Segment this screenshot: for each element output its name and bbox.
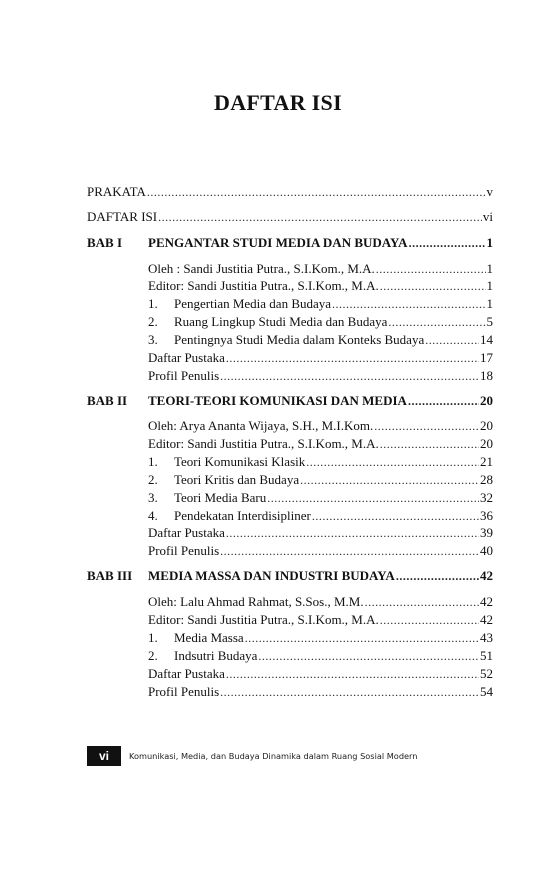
toc-entry-page: 21 [480,454,493,469]
dot-leader [365,594,479,610]
toc-entry-label: Daftar Pustaka [148,666,225,681]
toc-entry-label: Profil Penulis [148,543,220,558]
dot-leader [258,648,479,664]
toc-entry-section[interactable] [148,296,493,312]
toc-entry-label: Editor: Sandi Justitia Putra., S.I.Kom., M.A. [148,278,379,293]
toc-entry-label: Oleh: Lalu Ahmad Rahmat, S.Sos., M.M. [148,594,364,609]
toc-entry-label: Daftar Pustaka [148,525,225,540]
toc-entry-label: PRAKATA [87,184,146,199]
toc-entry-label: Editor: Sandi Justitia Putra., S.I.Kom., M.A. [148,436,379,451]
toc-entry-label: Oleh : Sandi Justitia Putra., S.I.Kom., M.A. [148,261,375,276]
dot-leader [388,314,485,330]
dot-leader [409,235,486,251]
toc-entry-page: 14 [480,332,493,347]
toc-entry-page: 54 [480,684,493,699]
toc-entry-label: Teori Komunikasi Klasik [174,454,306,469]
toc-entry-references[interactable] [148,525,493,541]
chapter-page: 42 [480,568,493,583]
toc-entry-label: Profil Penulis [148,368,220,383]
dot-leader [147,184,486,200]
chapter-title: MEDIA MASSA DAN INDUSTRI BUDAYA [148,568,395,583]
toc-entry-references[interactable] [148,666,493,682]
toc-entry-label: Daftar Pustaka [148,350,225,365]
toc-entry-label: Ruang Lingkup Studi Media dan Budaya [174,314,388,329]
toc-entry-page: 42 [480,612,493,627]
page-number-badge: vi [87,746,121,766]
toc-entry-editor[interactable] [148,436,493,452]
toc-entry-prakata[interactable] [87,184,493,200]
toc-entry-page: 1 [486,278,493,293]
toc-entry-label: Profil Penulis [148,684,220,699]
toc-entry-page: 1 [486,296,493,311]
page-footer [87,746,417,766]
toc-entry-page: 32 [480,490,493,505]
toc-entry-page: 20 [480,436,493,451]
dot-leader [376,261,486,277]
dot-leader [306,454,479,470]
toc-entry-daftar-isi[interactable] [87,209,493,225]
toc-entry-label: Pentingnya Studi Media dalam Konteks Budaya [174,332,425,347]
dot-leader [380,278,486,294]
toc-entry-page: 39 [480,525,493,540]
toc-entry-number: 4. [148,508,158,523]
toc-entry-label: Teori Media Baru [174,490,267,505]
toc-entry-number: 2. [148,314,158,329]
toc-entry-author-profile[interactable] [148,543,493,559]
toc-entry-editor[interactable] [148,278,493,294]
dot-leader [332,296,485,312]
toc-entry-number: 1. [148,296,158,311]
toc-entry-page: 51 [480,648,493,663]
toc-entry-section[interactable] [148,490,493,506]
toc-entry-section[interactable] [148,630,493,646]
toc-entry-author[interactable] [148,594,493,610]
toc-entry-author-profile[interactable] [148,684,493,700]
toc-entry-label: Pendekatan Interdisipliner [174,508,311,523]
dot-leader [226,666,479,682]
toc-entry-number: 2. [148,648,158,663]
chapter-page: 1 [486,235,493,250]
toc-entry-label: Teori Kritis dan Budaya [174,472,300,487]
toc-entry-author[interactable] [148,261,493,277]
toc-entry-page: 40 [480,543,493,558]
chapter-heading[interactable] [148,393,493,409]
dot-leader [380,436,479,452]
page-title: DAFTAR ISI [214,90,342,115]
running-footer-title: Komunikasi, Media, dan Budaya Dinamika dalam Ruang Sosial Modern [129,751,418,761]
toc-entry-number: 3. [148,332,158,347]
toc-entry-editor[interactable] [148,612,493,628]
dot-leader [300,472,479,488]
dot-leader [396,568,479,584]
chapter-title: TEORI-TEORI KOMUNIKASI DAN MEDIA [148,393,407,408]
dot-leader [158,209,482,225]
dot-leader [226,350,479,366]
toc-entry-page: 28 [480,472,493,487]
toc-entry-label: Indsutri Budaya [174,648,258,663]
chapter-code: BAB I [87,235,123,250]
toc-entry-label: Pengertian Media dan Budaya [174,296,332,311]
toc-entry-number: 1. [148,454,158,469]
toc-entry-number: 2. [148,472,158,487]
chapter-heading[interactable] [148,568,493,584]
dot-leader [380,612,479,628]
toc-entry-page: 43 [480,630,493,645]
toc-entry-page: vi [482,209,493,224]
toc-entry-page: 5 [486,314,493,329]
dot-leader [267,490,479,506]
dot-leader [220,368,479,384]
toc-entry-page: 52 [480,666,493,681]
toc-entry-section[interactable] [148,314,493,330]
toc-entry-page: 20 [480,418,493,433]
toc-entry-author-profile[interactable] [148,368,493,384]
toc-entry-page: v [486,184,493,199]
dot-leader [312,508,479,524]
dot-leader [408,393,479,409]
dot-leader [245,630,479,646]
toc-entry-page: 18 [480,368,493,383]
toc-entry-page: 1 [486,261,493,276]
toc-entry-references[interactable] [148,350,493,366]
chapter-code: BAB II [87,393,128,408]
toc-entry-page: 36 [480,508,493,523]
dot-leader [220,543,479,559]
toc-entry-number: 3. [148,490,158,505]
toc-entry-label: Oleh: Arya Ananta Wijaya, S.H., M.I.Kom. [148,418,374,433]
dot-leader [374,418,479,434]
chapter-code: BAB III [87,568,133,583]
toc-entry-number: 1. [148,630,158,645]
toc-entry-section[interactable] [148,332,493,348]
chapter-page: 20 [480,393,493,408]
toc-entry-section[interactable] [148,472,493,488]
toc-entry-label: Editor: Sandi Justitia Putra., S.I.Kom., M.A. [148,612,379,627]
chapter-heading[interactable] [148,235,493,251]
toc-entry-section[interactable] [148,648,493,664]
dot-leader [226,525,479,541]
toc-entry-section[interactable] [148,508,493,524]
toc-entry-label: Media Massa [174,630,244,645]
toc-entry-page: 17 [480,350,493,365]
toc-entry-author[interactable] [148,418,493,434]
chapter-title: PENGANTAR STUDI MEDIA DAN BUDAYA [148,235,408,250]
dot-leader [220,684,479,700]
toc-entry-section[interactable] [148,454,493,470]
toc-entry-label: DAFTAR ISI [87,209,158,224]
dot-leader [425,332,479,348]
toc-entry-page: 42 [480,594,493,609]
